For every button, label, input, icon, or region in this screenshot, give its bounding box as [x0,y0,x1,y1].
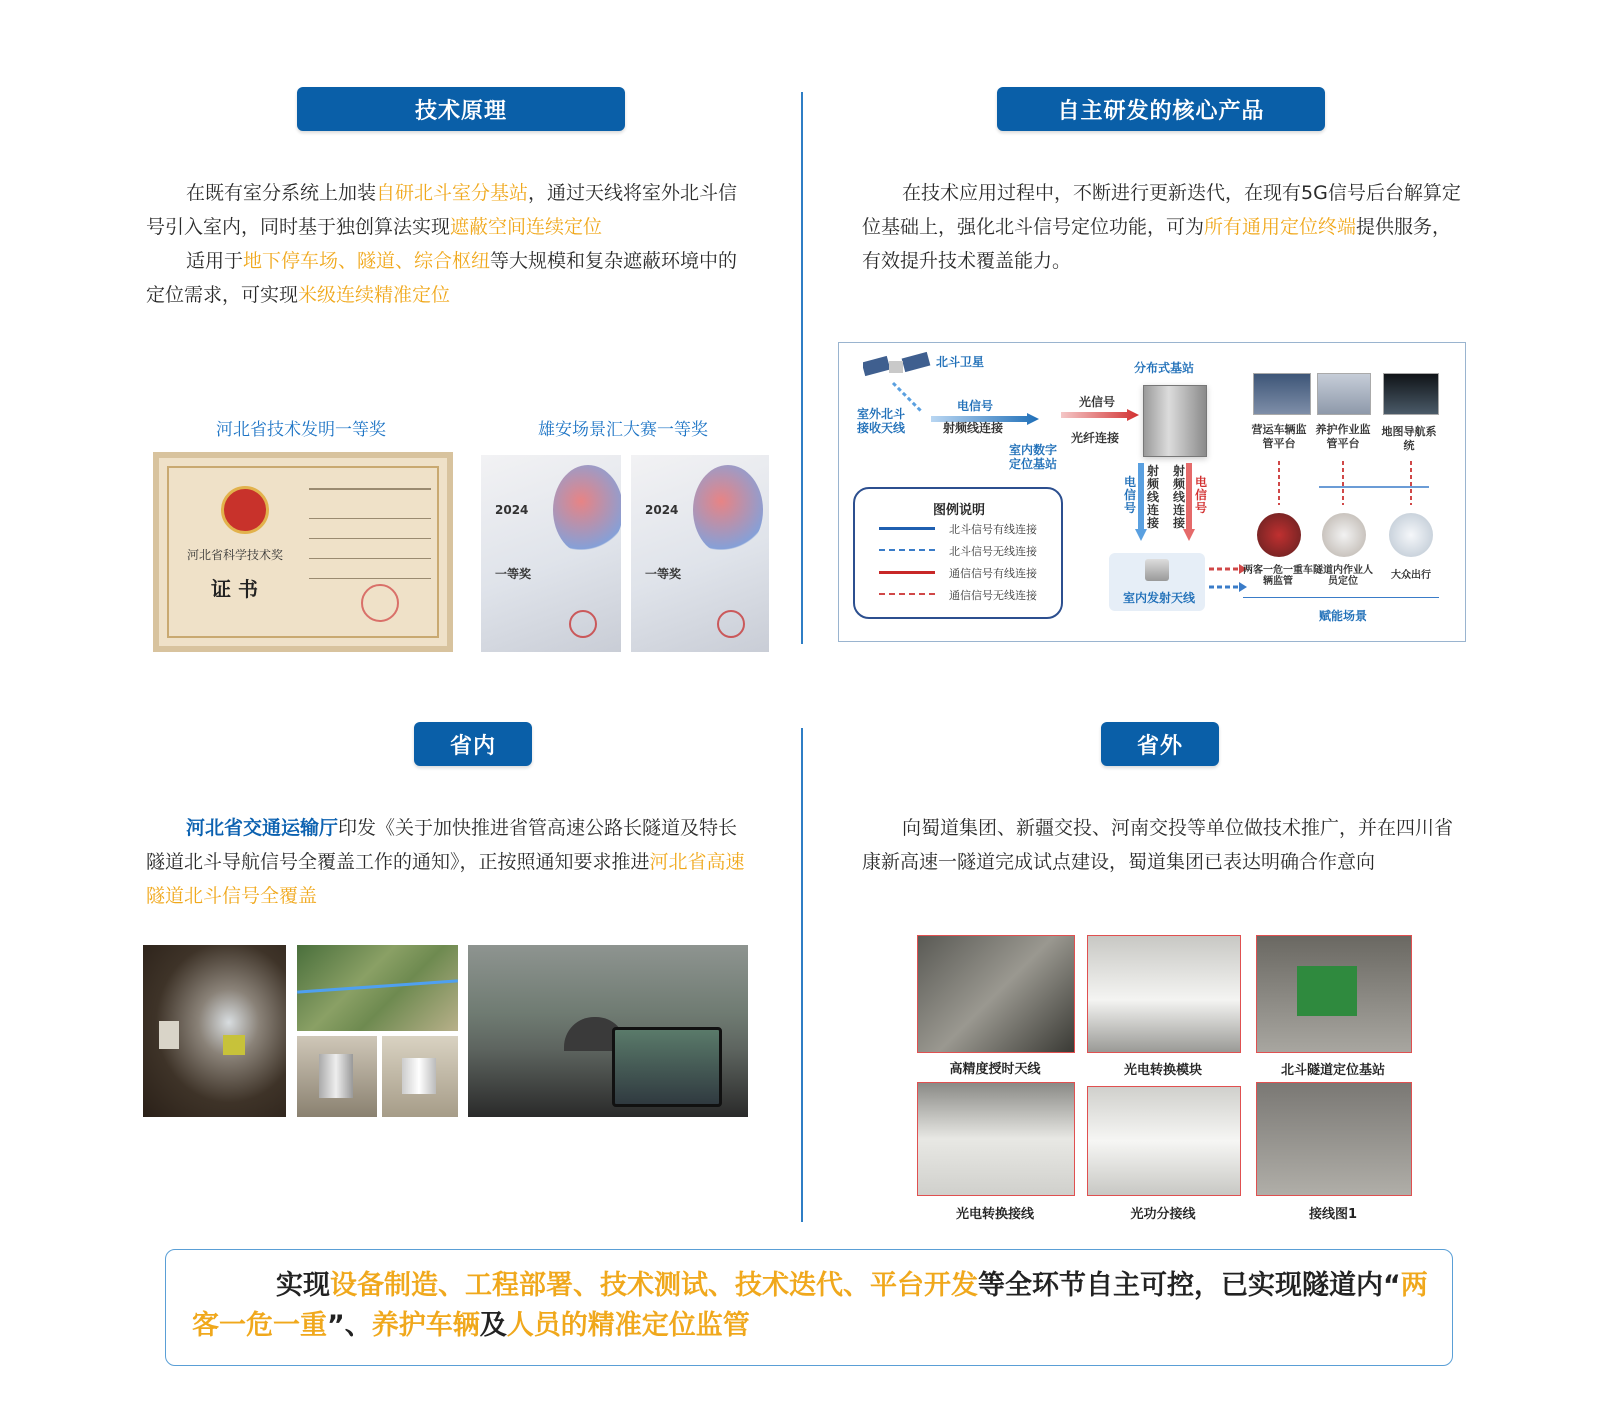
scene-truck-icon [1257,513,1301,557]
platform-scene-arrows [1269,455,1429,511]
platform-screenshot-3 [1383,373,1439,415]
cert3-seal-icon [717,610,745,638]
summary-box [165,1249,1453,1366]
national-emblem-icon [221,486,269,534]
photo-tunnel-base-station [1256,935,1412,1053]
label-rf-v2: 射频线连接 [1173,464,1186,530]
cert2-seal-icon [569,610,597,638]
legend-item: 通信信号有线连接 [949,567,1037,580]
out-province-text: 向蜀道集团、新疆交投、河南交投等单位做技术推广，并在四川省康新高速一隧道完成试点建设，蜀道集团已表达明确合作意向 [862,817,1454,873]
cert2-prize: 一等奖 [495,567,532,581]
label-elec-v1: 电信号 [1124,475,1137,515]
award-caption-2: 雄安场景汇大赛一等奖 [538,420,708,440]
header-in-province: 省内 [414,722,532,766]
legend-box [853,487,1063,619]
label-opt-signal: 光信号 [1079,395,1116,409]
tunnel-photo [143,945,286,1117]
divider-top [801,92,803,644]
tech-principle-text [146,176,750,312]
platform-screenshot-2 [1317,373,1371,415]
certificate-xiongan-image-2 [631,455,769,652]
caption-splitter-wiring: 光功分接线 [1130,1207,1196,1222]
cert2-year: 2024 [495,503,529,517]
phone-navigation-icon [612,1027,722,1107]
legend-item: 通信信号无线连接 [949,589,1037,602]
label-platform1: 营运车辆监管平台 [1251,423,1307,450]
header-out-province: 省外 [1101,722,1219,766]
certificate-xiongan-image-1 [481,455,621,652]
caption-converter-module: 光电转换模块 [1123,1063,1202,1078]
scene-worker-icon [1322,513,1366,557]
divider-bottom [801,728,803,1222]
base-station-device-icon [1143,385,1207,457]
label-elec-v2: 电信号 [1195,475,1208,515]
cert-title: 河北省科学技术奖 [187,548,284,562]
car-dashboard-photo [468,945,748,1117]
award-caption-1: 河北省技术发明一等奖 [216,420,386,440]
legend-title: 图例说明 [933,503,986,518]
caption-base-station: 北斗隧道定位基站 [1280,1063,1385,1078]
label-fiber-conn: 光纤连接 [1071,431,1120,445]
cert3-prize: 一等奖 [645,567,682,581]
tech-para-2: 适用于地下停车场、隧道、综合枢纽等大规模和复杂遮蔽环境中的定位需求，可实现米级连续精准定位 [146,250,738,306]
cert-name: 证 书 [211,577,258,601]
label-rf-v1: 射频线连接 [1147,464,1160,530]
photo-timing-antenna [917,935,1075,1053]
label-satellite: 北斗卫星 [936,355,985,369]
photo-converter-wiring [917,1082,1075,1196]
label-platform3: 地图导航系统 [1381,425,1437,452]
legend-item: 北斗信号有线连接 [949,523,1037,536]
device-photo-2 [382,1036,458,1117]
label-scene2: 隧道内作业人员定位 [1313,565,1373,587]
header-tech-principle: 技术原理 [297,87,625,131]
core-product-text: 在技术应用过程中，不断进行更新迭代，在现有5G信号后台解算定位基础上，强化北斗信号定位功能，可为所有通用定位终端提供服务，有效提升技术覆盖能力。 [862,182,1461,272]
label-platform2: 养护作业监管平台 [1315,423,1371,450]
arrow-fiber [1061,409,1141,421]
photo-splitter-wiring [1087,1086,1241,1196]
label-scenes: 赋能场景 [1319,609,1368,623]
scene-phone-icon [1389,513,1433,557]
label-outdoor-antenna: 室外北斗接收天线 [857,407,906,435]
label-indoor-antenna: 室内发射天线 [1123,591,1196,605]
red-seal-icon [361,584,399,622]
label-scene1: 两客一危一重车辆监管 [1243,565,1313,587]
legend-item: 北斗信号无线连接 [949,545,1037,558]
caption-converter-wiring: 光电转换接线 [955,1207,1034,1222]
indoor-antenna-box [1109,553,1205,611]
photo-wiring-1 [1256,1082,1412,1196]
arrow-down-blue [1135,463,1147,543]
photo-converter-module [1087,935,1241,1053]
label-scene3: 大众出行 [1391,570,1431,581]
platform-screenshot-1 [1253,373,1311,415]
in-province-text: 河北省交通运输厅印发《关于加快推进省管高速公路长隧道及特长隧道北斗导航信号全覆盖工作的通知》，正按照通知要求推进河北省高速隧道北斗信号全覆盖 [146,817,745,907]
header-core-product: 自主研发的核心产品 [997,87,1325,131]
caption-timing-antenna: 高精度授时天线 [949,1062,1041,1077]
label-rf-conn: 射频线连接 [943,421,1004,435]
beidou-system-diagram [838,342,1466,642]
aerial-map-photo [297,945,458,1031]
caption-wiring-1: 接线图1 [1308,1207,1358,1222]
antenna-device-icon [1145,559,1169,581]
summary-text: 实现设备制造、工程部署、技术测试、技术迭代、平台开发等全环节自主可控，已实现隧道内“两客一危一重”、养护车辆及人员的精准定位监管 [192,1270,1428,1341]
label-indoor-station: 室内数字定位基站 [1009,443,1058,471]
device-photo-1 [297,1036,377,1117]
arrow-down-red [1183,463,1195,543]
cert3-year: 2024 [645,503,679,517]
label-dist-station: 分布式基站 [1134,361,1195,375]
certificate-hebei-image [153,452,453,652]
label-elec-signal: 电信号 [957,399,994,413]
tech-para-1: 在既有室分系统上加装自研北斗室分基站，通过天线将室外北斗信号引入室内，同时基于独创算法实现遮蔽空间连续定位 [146,182,738,238]
